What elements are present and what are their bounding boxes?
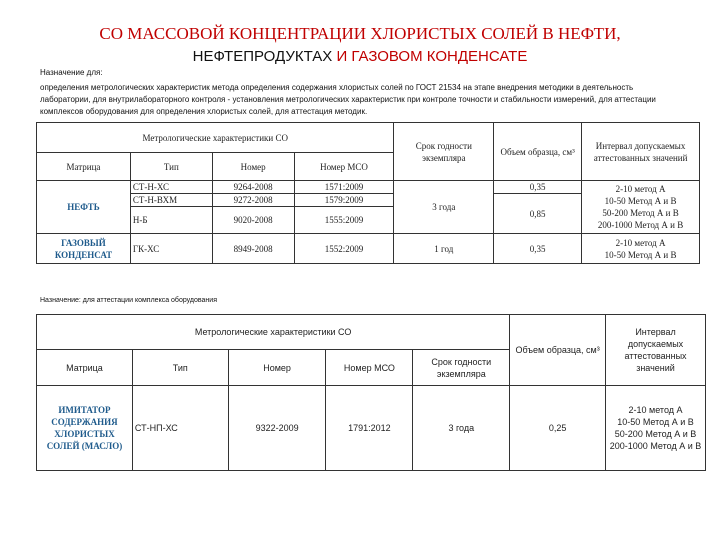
cell-volume: 0,35 (494, 181, 582, 194)
table-row (37, 386, 706, 471)
interval-line: 2-10 метод А (628, 405, 683, 415)
cell-number: 9020-2008 (212, 207, 294, 234)
cell-interval (582, 181, 700, 234)
cell-mso: 1791:2012 (326, 386, 413, 471)
table-oil-gas (36, 122, 700, 264)
header-group: Метрологические характеристики СО (37, 315, 510, 350)
cell-type: СТ-Н-ВХМ (130, 194, 212, 207)
cell-mso: 1571:2009 (294, 181, 394, 194)
cell-type: Н-Б (130, 207, 212, 234)
header-matrix: Матрица (37, 350, 133, 386)
interval-line: 50-200 Метод А и В (602, 208, 679, 218)
cell-number: 8949-2008 (212, 234, 294, 264)
title-black: НЕФТЕПРОДУКТАХ (192, 48, 333, 65)
interval-line: 2-10 метод А (615, 184, 666, 194)
purpose-text: определения метрологических характеристик метода определения содержания хлористых солей по ГОСТ 21534 на этапе внедрения методики в деятельность лаборатории, для внутрилабораторного контроля - установления метрологических характеристик при контроле точности и стабильности измерений, для аттестации комплексов оборудования для определения хлористых солей, для аттестация методик. (40, 83, 656, 116)
header-type: Тип (130, 153, 212, 181)
cell-mso: 1579:2009 (294, 194, 394, 207)
cell-volume: 0,85 (494, 194, 582, 234)
title-red: И ГАЗОВОМ КОНДЕНСАТЕ (332, 48, 528, 65)
cell-volume: 0,35 (494, 234, 582, 264)
cell-mso: 1552:2009 (294, 234, 394, 264)
header-group: Метрологические характеристики СО (37, 123, 394, 153)
interval-line: 50-200 Метод А и В (614, 429, 697, 439)
header-volume: Объем образца, см³ (510, 315, 606, 386)
cell-type: СТ-Н-ХС (130, 181, 212, 194)
cell-mso: 1555:2009 (294, 207, 394, 234)
cell-shelf: 3 года (413, 386, 510, 471)
header-matrix: Матрица (37, 153, 131, 181)
table-row (37, 234, 700, 264)
matrix-gas: ГАЗОВЫЙ КОНДЕНСАТ (37, 234, 131, 264)
cell-type: СТ-НП-ХС (132, 386, 228, 471)
cell-number: 9264-2008 (212, 181, 294, 194)
matrix-oil: НЕФТЬ (37, 181, 131, 234)
cell-number: 9322-2009 (228, 386, 326, 471)
title-line-1: СО МАССОВОЙ КОНЦЕНТРАЦИИ ХЛОРИСТЫХ СОЛЕЙ В НЕФТИ, (99, 24, 621, 43)
table-imitator (36, 314, 706, 471)
interval-line: 10-50 Метод А и В (617, 417, 694, 427)
interval-line: 200-1000 Метод А и В (597, 220, 684, 230)
header-type: Тип (132, 350, 228, 386)
header-shelf: Срок годности экземпляра (394, 123, 494, 181)
header-shelf: Срок годности экземпляра (413, 350, 510, 386)
header-volume: Объем образца, см³ (494, 123, 582, 181)
table-row (37, 181, 700, 194)
purpose-label: Назначение для: (40, 68, 103, 77)
header-number: Номер (212, 153, 294, 181)
cell-type: ГК-ХС (130, 234, 212, 264)
cell-volume: 0,25 (510, 386, 606, 471)
title-line-2 (0, 48, 720, 65)
header-mso: Номер МСО (326, 350, 413, 386)
cell-number: 9272-2008 (212, 194, 294, 207)
purpose2: Назначение: для аттестации комплекса оборудования (40, 297, 217, 304)
cell-interval (582, 234, 700, 264)
header-number: Номер (228, 350, 326, 386)
cell-shelf: 3 года (394, 181, 494, 234)
cell-shelf: 1 год (394, 234, 494, 264)
interval-line: 10-50 Метод А и В (604, 196, 677, 206)
cell-interval (606, 386, 706, 471)
interval-line: 2-10 метод А (615, 237, 666, 248)
header-mso: Номер МСО (294, 153, 394, 181)
header-interval: Интервал допускаемых аттестованных значений (582, 123, 700, 181)
interval-line: 10-50 Метод А и В (604, 249, 677, 260)
matrix-imitator: ИМИТАТОР СОДЕРЖАНИЯ ХЛОРИСТЫХ СОЛЕЙ (МАСЛО) (37, 386, 133, 471)
interval-line: 200-1000 Метод А и В (609, 441, 702, 451)
header-interval: Интервал допускаемых аттестованных значений (606, 315, 706, 386)
